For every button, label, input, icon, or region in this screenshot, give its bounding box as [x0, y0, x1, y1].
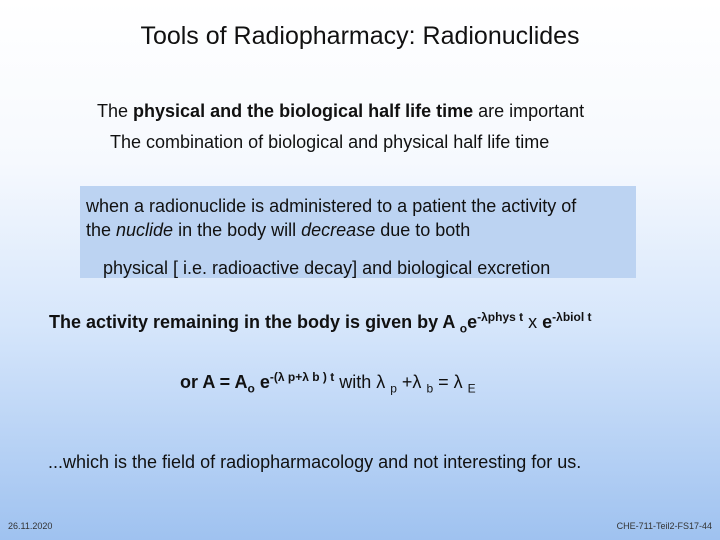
- or-plus: +λ: [396, 372, 427, 392]
- footer-reference: CHE-711-Teil2-FS17-44: [616, 521, 712, 531]
- activity-text: The activity remaining in the body is given by A: [49, 312, 460, 332]
- activity-exp1: -λphys t: [477, 310, 524, 324]
- highlight-box-text: [86, 194, 638, 242]
- or-exp: -(λ p+λ b ) t: [269, 370, 335, 384]
- or-sub-p: p: [390, 381, 397, 396]
- or-sub-b: b: [426, 381, 434, 396]
- or-prefix: or A = A: [180, 372, 248, 392]
- combination-statement: The combination of biological and physical half life time: [110, 132, 550, 152]
- activity-e2: e: [542, 312, 553, 332]
- box-line-b-suffix: due to both: [375, 220, 471, 240]
- closing-statement: ...which is the field of radiopharmacology and not interesting for us.: [48, 452, 582, 472]
- activity-e1: e: [467, 312, 478, 332]
- or-e: e: [254, 372, 270, 392]
- activity-sub-o: o: [459, 321, 468, 336]
- or-sub-o: o: [247, 381, 255, 396]
- box-line-b-prefix: the: [86, 220, 117, 240]
- activity-times: x: [523, 312, 543, 332]
- footer-date: 26.11.2020: [8, 521, 53, 531]
- half-life-bold: physical and the biological half life time: [133, 101, 474, 121]
- half-life-prefix: The: [97, 101, 134, 121]
- slide-title: Tools of Radiopharmacy: Radionuclides: [140, 22, 580, 50]
- combined-formula: [180, 370, 476, 396]
- or-eq: = λ: [433, 372, 468, 392]
- activity-formula: [49, 310, 591, 336]
- box-line-a: when a radionuclide is administered to a patient the activity of: [86, 196, 577, 216]
- box-line-b-mid: in the body will: [173, 220, 302, 240]
- or-with: with λ: [334, 372, 391, 392]
- or-sub-e: E: [467, 381, 476, 396]
- box-line-c: physical [ i.e. radioactive decay] and biological excretion: [103, 258, 551, 278]
- box-line-b-nuclide: nuclide: [116, 220, 174, 240]
- box-line-b-decrease: decrease: [301, 220, 376, 240]
- half-life-suffix: are important: [473, 101, 585, 121]
- activity-exp2: -λbiol t: [552, 310, 592, 324]
- half-life-statement: [97, 101, 584, 122]
- box-line-b: [86, 218, 638, 242]
